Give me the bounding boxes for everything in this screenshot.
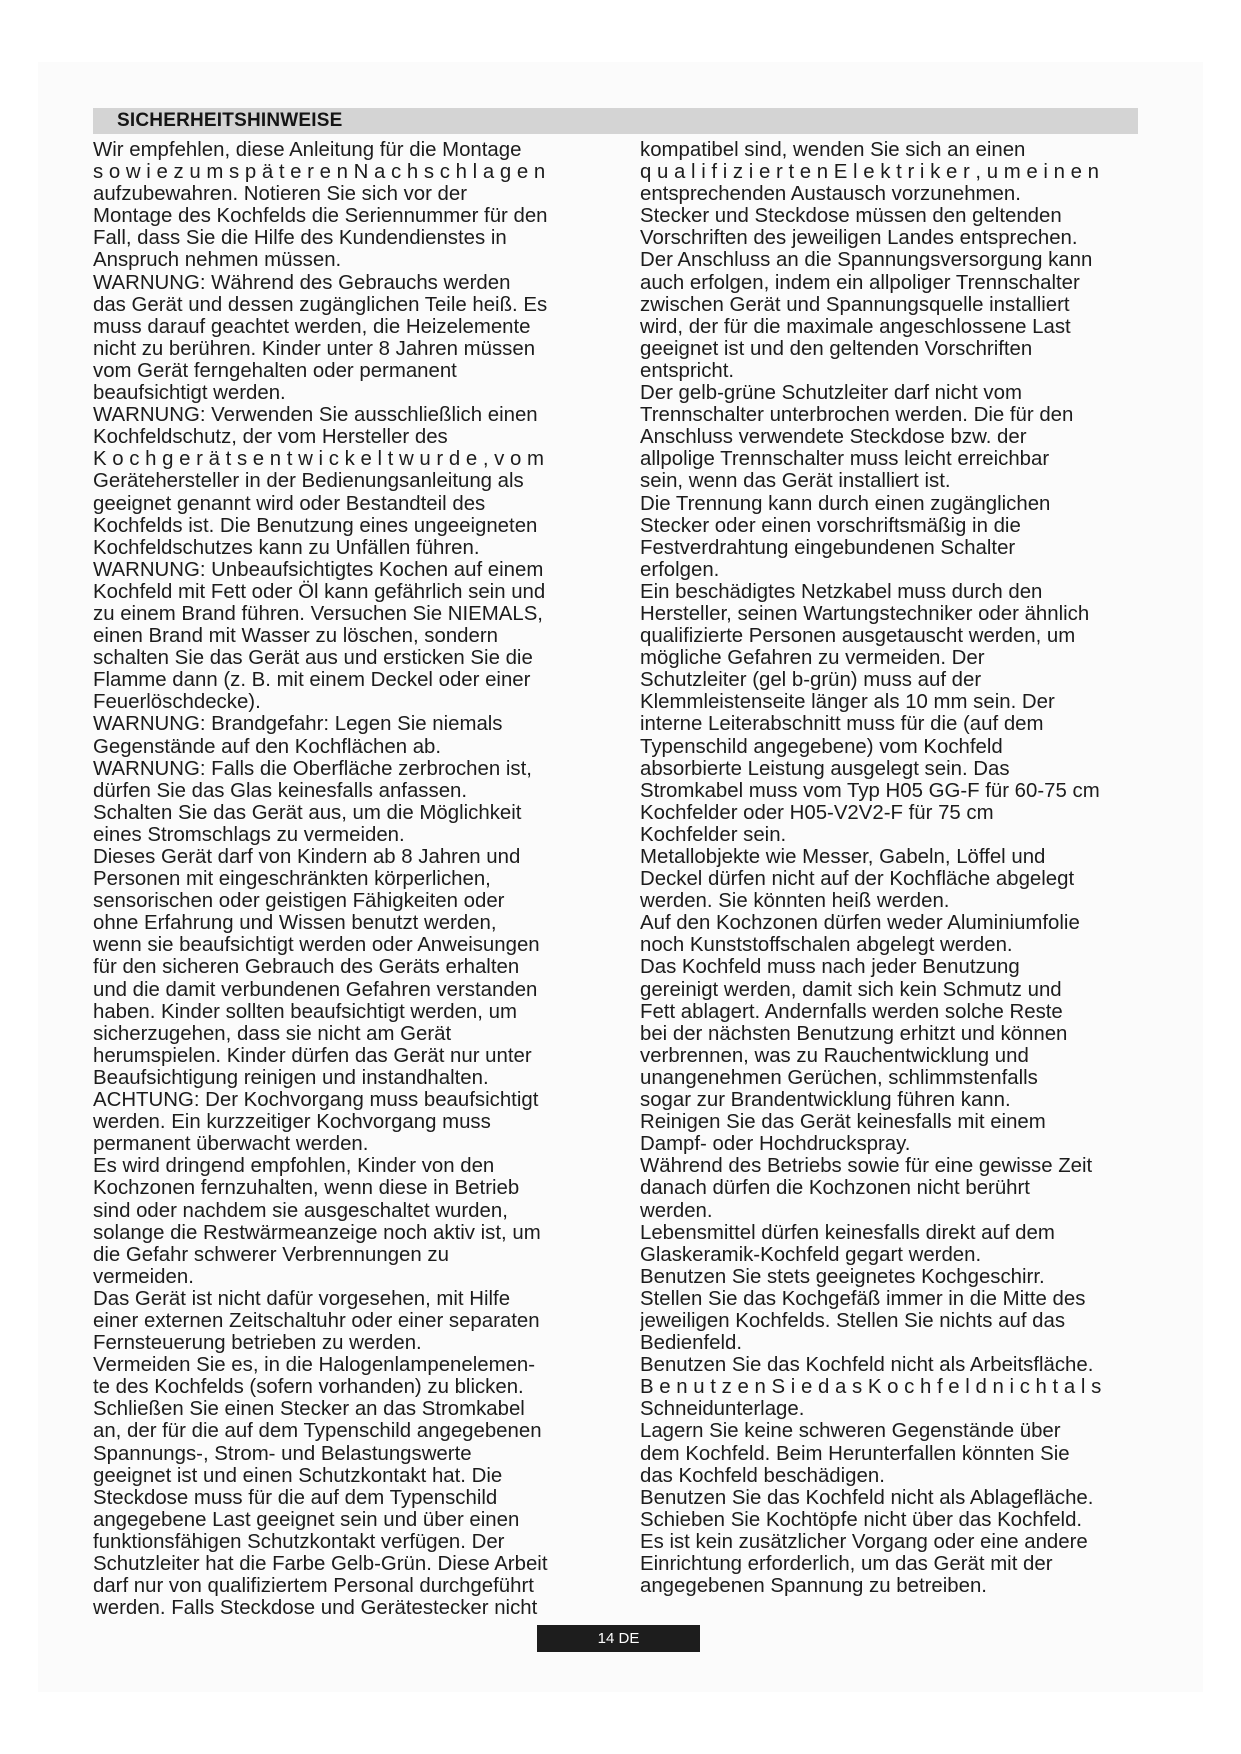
text-line: Deckel dürfen nicht auf der Kochfläche abgelegt [640, 868, 1075, 891]
text-line: wenn sie beaufsichtigt werden oder Anweisungen [93, 934, 540, 957]
text-line: noch Kunststoffschalen abgelegt werden. [640, 934, 1013, 957]
text-line: Der Anschluss an die Spannungsversorgung kann [640, 249, 1093, 272]
text-line: Fett ablagert. Andernfalls werden solche Reste [640, 1000, 1063, 1023]
text-line: geeignet genannt wird oder Bestandteil des [93, 492, 486, 515]
text-line: einer externen Zeitschaltuhr oder einer separaten [93, 1309, 540, 1332]
text-line: Metallobjekte wie Messer, Gabeln, Löffel und [640, 846, 1046, 868]
text-line: aufzubewahren. Notieren Sie sich vor der [93, 183, 468, 206]
text-line: funktionsfähigen Schutzkontakt verfügen. Der [93, 1530, 505, 1553]
text-line: s o w i e z u m s p ä t e r e n N a c h s c h l a g e n [93, 161, 546, 184]
text-line: Stecker und Steckdose müssen den geltenden [640, 205, 1062, 228]
text-line: permanent überwacht werden. [93, 1133, 369, 1156]
text-line: danach dürfen die Kochzonen nicht berührt [640, 1177, 1030, 1200]
text-line: Flamme dann (z. B. mit einem Deckel oder einer [93, 669, 531, 692]
text-line: Kochfeldschutzes kann zu Unfällen führen. [93, 536, 480, 559]
text-line: unangenehmen Gerüchen, schlimmstenfalls [640, 1066, 1038, 1089]
text-line: Schutzleiter (gel b-grün) muss auf der [640, 669, 982, 692]
text-line: sensorischen oder geistigen Fähigkeiten oder [93, 890, 505, 913]
text-line: B e n u t z e n S i e d a s K o c h f e l d n i c h t a l s [640, 1376, 1102, 1399]
text-line: Es wird dringend empfohlen, Kinder von den [93, 1155, 495, 1178]
text-line: Die Trennung kann durch einen zugänglichen [640, 492, 1051, 515]
text-line: erfolgen. [640, 558, 720, 581]
text-line: Schneidunterlage. [640, 1398, 805, 1421]
text-line: das Kochfeld beschädigen. [640, 1464, 885, 1487]
text-line: Vorschriften des jeweiligen Landes entsprechen. [640, 227, 1078, 250]
text-line: Steckdose muss für die auf dem Typenschild [93, 1486, 498, 1509]
text-line: vermeiden. [93, 1265, 194, 1288]
text-line: verbrennen, was zu Rauchentwicklung und [640, 1044, 1029, 1067]
text-line: angegebene Last geeignet sein und über einen [93, 1508, 520, 1531]
text-line: ACHTUNG: Der Kochvorgang muss beaufsichtigt [93, 1089, 539, 1112]
text-line: Schutzleiter hat die Farbe Gelb-Grün. Diese Arbeit [93, 1553, 548, 1575]
text-line: Stecker oder einen vorschriftsmäßig in die [640, 514, 1021, 537]
text-line: Schalten Sie das Gerät aus, um die Möglichkeit [93, 801, 522, 824]
text-line: Auf den Kochzonen dürfen weder Aluminiumfolie [640, 912, 1080, 935]
text-line: jeweiligen Kochfelds. Stellen Sie nichts auf das [640, 1309, 1066, 1332]
text-line: geeignet ist und einen Schutzkontakt hat. Die [93, 1464, 503, 1487]
text-line: Das Kochfeld muss nach jeder Benutzung [640, 956, 1020, 979]
text-line: Kochzonen fernzuhalten, wenn diese in Betrieb [93, 1177, 520, 1200]
page-number-box [537, 1625, 700, 1652]
text-line: beaufsichtigt werden. [93, 382, 286, 405]
text-line: Das Gerät ist nicht dafür vorgesehen, mit Hilfe [93, 1287, 511, 1310]
text-line: Der gelb-grüne Schutzleiter darf nicht vom [640, 382, 1022, 405]
text-line: Glaskeramik-Kochfeld gegart werden. [640, 1243, 982, 1266]
text-line: Schließen Sie einen Stecker an das Stromkabel [93, 1398, 525, 1421]
text-line: Dampf- oder Hochdruckspray. [640, 1133, 911, 1156]
text-line: entspricht. [640, 359, 735, 382]
text-line: Fall, dass Sie die Hilfe des Kundendienstes in [93, 227, 507, 250]
text-line: Kochfelder oder H05-V2V2-F für 75 cm [640, 801, 994, 824]
text-line: K o c h g e r ä t s e n t w i c k e l t w u r d e , v o m [93, 448, 545, 471]
text-line: Stromkabel muss vom Typ H05 GG-F für 60-75 cm [640, 779, 1100, 802]
text-line: interne Leiterabschnitt muss für die (auf dem [640, 713, 1044, 736]
text-line: das Gerät und dessen zugänglichen Teile heiß. Es [93, 293, 548, 316]
text-line: Hersteller, seinen Wartungstechniker oder ähnlich [640, 602, 1090, 625]
text-line: Kochfelder sein. [640, 823, 787, 846]
text-line: solange die Restwärmeanzeige noch aktiv ist, um [93, 1221, 541, 1244]
text-line: schalten Sie das Gerät aus und ersticken Sie die [93, 647, 533, 670]
text-line: entsprechenden Austausch vorzunehmen. [640, 183, 1021, 206]
text-line: sind oder nachdem sie ausgeschaltet wurden, [93, 1199, 508, 1222]
text-line: Lebensmittel dürfen keinesfalls direkt auf dem [640, 1221, 1055, 1244]
text-line: und die damit verbundenen Gefahren verstanden [93, 978, 538, 1001]
text-line: werden. Ein kurzzeitiger Kochvorgang muss [93, 1111, 491, 1134]
text-line: darf nur von qualifiziertem Personal durchgeführt [93, 1575, 534, 1598]
text-line: WARNUNG: Während des Gebrauchs werden [93, 271, 511, 294]
text-line: Trennschalter unterbrochen werden. Die für den [640, 404, 1074, 427]
text-line: eines Stromschlags zu vermeiden. [93, 823, 405, 846]
text-line: sicherzugehen, dass sie nicht am Gerät [93, 1022, 452, 1045]
text-line: absorbierte Leistung ausgelegt sein. Das [640, 757, 1010, 780]
text-line: wird, der für die maximale angeschlossene Last [640, 315, 1071, 338]
page-number: 14 DE [597, 1630, 640, 1647]
text-line: Kochfelds ist. Die Benutzung eines ungeeigneten [93, 514, 538, 537]
text-line: werden. Sie könnten heiß werden. [640, 890, 950, 913]
text-line: Spannungs-, Strom- und Belastungswerte [93, 1442, 472, 1465]
text-line: zwischen Gerät und Spannungsquelle installiert [640, 293, 1070, 316]
text-line: kompatibel sind, wenden Sie sich an einen [640, 139, 1026, 161]
text-line: ohne Erfahrung und Wissen benutzt werden, [93, 912, 497, 935]
text-line: werden. Falls Steckdose und Gerätestecker nicht [93, 1597, 538, 1620]
text-line: dürfen Sie das Glas keinesfalls anfassen. [93, 779, 468, 802]
text-line: bei der nächsten Benutzung erhitzt und können [640, 1022, 1068, 1045]
text-line: Anspruch nehmen müssen. [93, 249, 342, 272]
text-line: sogar zur Brandentwicklung führen kann. [640, 1089, 1011, 1112]
text-line: Bedienfeld. [640, 1332, 743, 1355]
text-line: Festverdrahtung eingebundenen Schalter [640, 536, 1016, 559]
text-line: te des Kochfelds (sofern vorhanden) zu blicken. [93, 1376, 524, 1399]
text-line: qualifizierte Personen ausgetauscht werden, um [640, 625, 1076, 648]
text-line: zu einem Brand führen. Versuchen Sie NIEMALS, [93, 602, 543, 625]
text-line: die Gefahr schwerer Verbrennungen zu [93, 1243, 449, 1266]
left-text-column [93, 139, 633, 1619]
text-line: angegebenen Spannung zu betreiben. [640, 1575, 987, 1598]
text-line: Wir empfehlen, diese Anleitung für die Montage [93, 139, 522, 161]
text-line: Dieses Gerät darf von Kindern ab 8 Jahren und [93, 846, 521, 868]
text-line: q u a l i f i z i e r t e n E l e k t r i k e r , u m e i n e n [640, 161, 1099, 184]
text-line: Benutzen Sie das Kochfeld nicht als Ablagefläche. [640, 1486, 1094, 1509]
text-line: Während des Betriebs sowie für eine gewisse Zeit [640, 1155, 1093, 1178]
text-line: herumspielen. Kinder dürfen das Gerät nur unter [93, 1044, 532, 1067]
text-line: Es ist kein zusätzlicher Vorgang oder eine andere [640, 1530, 1088, 1553]
text-line: haben. Kinder sollten beaufsichtigt werden, um [93, 1000, 517, 1023]
text-line: Klemmleistenseite länger als 10 mm sein. Der [640, 691, 1055, 714]
text-line: dem Kochfeld. Beim Herunterfallen könnten Sie [640, 1442, 1070, 1465]
text-line: WARNUNG: Brandgefahr: Legen Sie niemals [93, 713, 503, 736]
text-line: WARNUNG: Verwenden Sie ausschließlich einen [93, 404, 538, 427]
text-line: Reinigen Sie das Gerät keinesfalls mit einem [640, 1111, 1046, 1134]
text-line: einen Brand mit Wasser zu löschen, sondern [93, 625, 498, 648]
text-line: Typenschild angegebene) vom Kochfeld [640, 735, 1003, 758]
text-line: mögliche Gefahren zu vermeiden. Der [640, 647, 985, 670]
text-line: an, der für die auf dem Typenschild angegebenen [93, 1420, 542, 1443]
text-line: werden. [640, 1199, 713, 1222]
text-line: auch erfolgen, indem ein allpoliger Trennschalter [640, 271, 1080, 294]
text-line: Personen mit eingeschränkten körperlichen, [93, 868, 491, 891]
text-line: Benutzen Sie das Kochfeld nicht als Arbeitsfläche. [640, 1354, 1094, 1377]
text-line: WARNUNG: Falls die Oberfläche zerbrochen ist, [93, 757, 532, 780]
text-line: Fernsteuerung betrieben zu werden. [93, 1332, 422, 1355]
text-line: muss darauf geachtet werden, die Heizelemente [93, 315, 531, 338]
text-line: WARNUNG: Unbeaufsichtigtes Kochen auf einem [93, 558, 544, 581]
text-line: geeignet ist und den geltenden Vorschriften [640, 337, 1033, 360]
section-title: SICHERHEITSHINWEISE [117, 110, 343, 131]
section-header-bar [93, 108, 1138, 134]
text-line: vom Gerät ferngehalten oder permanent [93, 359, 457, 382]
text-line: Montage des Kochfelds die Seriennummer für den [93, 205, 548, 228]
text-line: nicht zu berühren. Kinder unter 8 Jahren müssen [93, 337, 536, 360]
text-line: Gerätehersteller in der Bedienungsanleitung als [93, 470, 524, 493]
text-line: Vermeiden Sie es, in die Halogenlampenelemen- [93, 1354, 536, 1377]
text-line: allpolige Trennschalter muss leicht erreichbar [640, 448, 1050, 471]
text-line: Feuerlöschdecke). [93, 691, 261, 714]
text-line: gereinigt werden, damit sich kein Schmutz und [640, 978, 1062, 1001]
text-line: Anschluss verwendete Steckdose bzw. der [640, 426, 1027, 449]
text-line: Ein beschädigtes Netzkabel muss durch den [640, 580, 1043, 603]
text-line: Lagern Sie keine schweren Gegenstände über [640, 1420, 1061, 1443]
text-line: Einrichtung erforderlich, um das Gerät mit der [640, 1553, 1053, 1575]
text-line: Gegenstände auf den Kochflächen ab. [93, 735, 442, 758]
text-line: Schieben Sie Kochtöpfe nicht über das Kochfeld. [640, 1508, 1083, 1531]
text-line: Benutzen Sie stets geeignetes Kochgeschirr. [640, 1265, 1045, 1288]
text-line: Stellen Sie das Kochgefäß immer in die Mitte des [640, 1287, 1086, 1310]
text-line: für den sicheren Gebrauch des Geräts erhalten [93, 956, 520, 979]
text-line: Kochfeld mit Fett oder Öl kann gefährlich sein und [93, 580, 546, 603]
text-line: Beaufsichtigung reinigen und instandhalten. [93, 1066, 489, 1089]
text-line: sein, wenn das Gerät installiert ist. [640, 470, 951, 493]
text-line: Kochfeldschutz, der vom Hersteller des [93, 426, 448, 449]
right-text-column [640, 139, 1195, 1597]
